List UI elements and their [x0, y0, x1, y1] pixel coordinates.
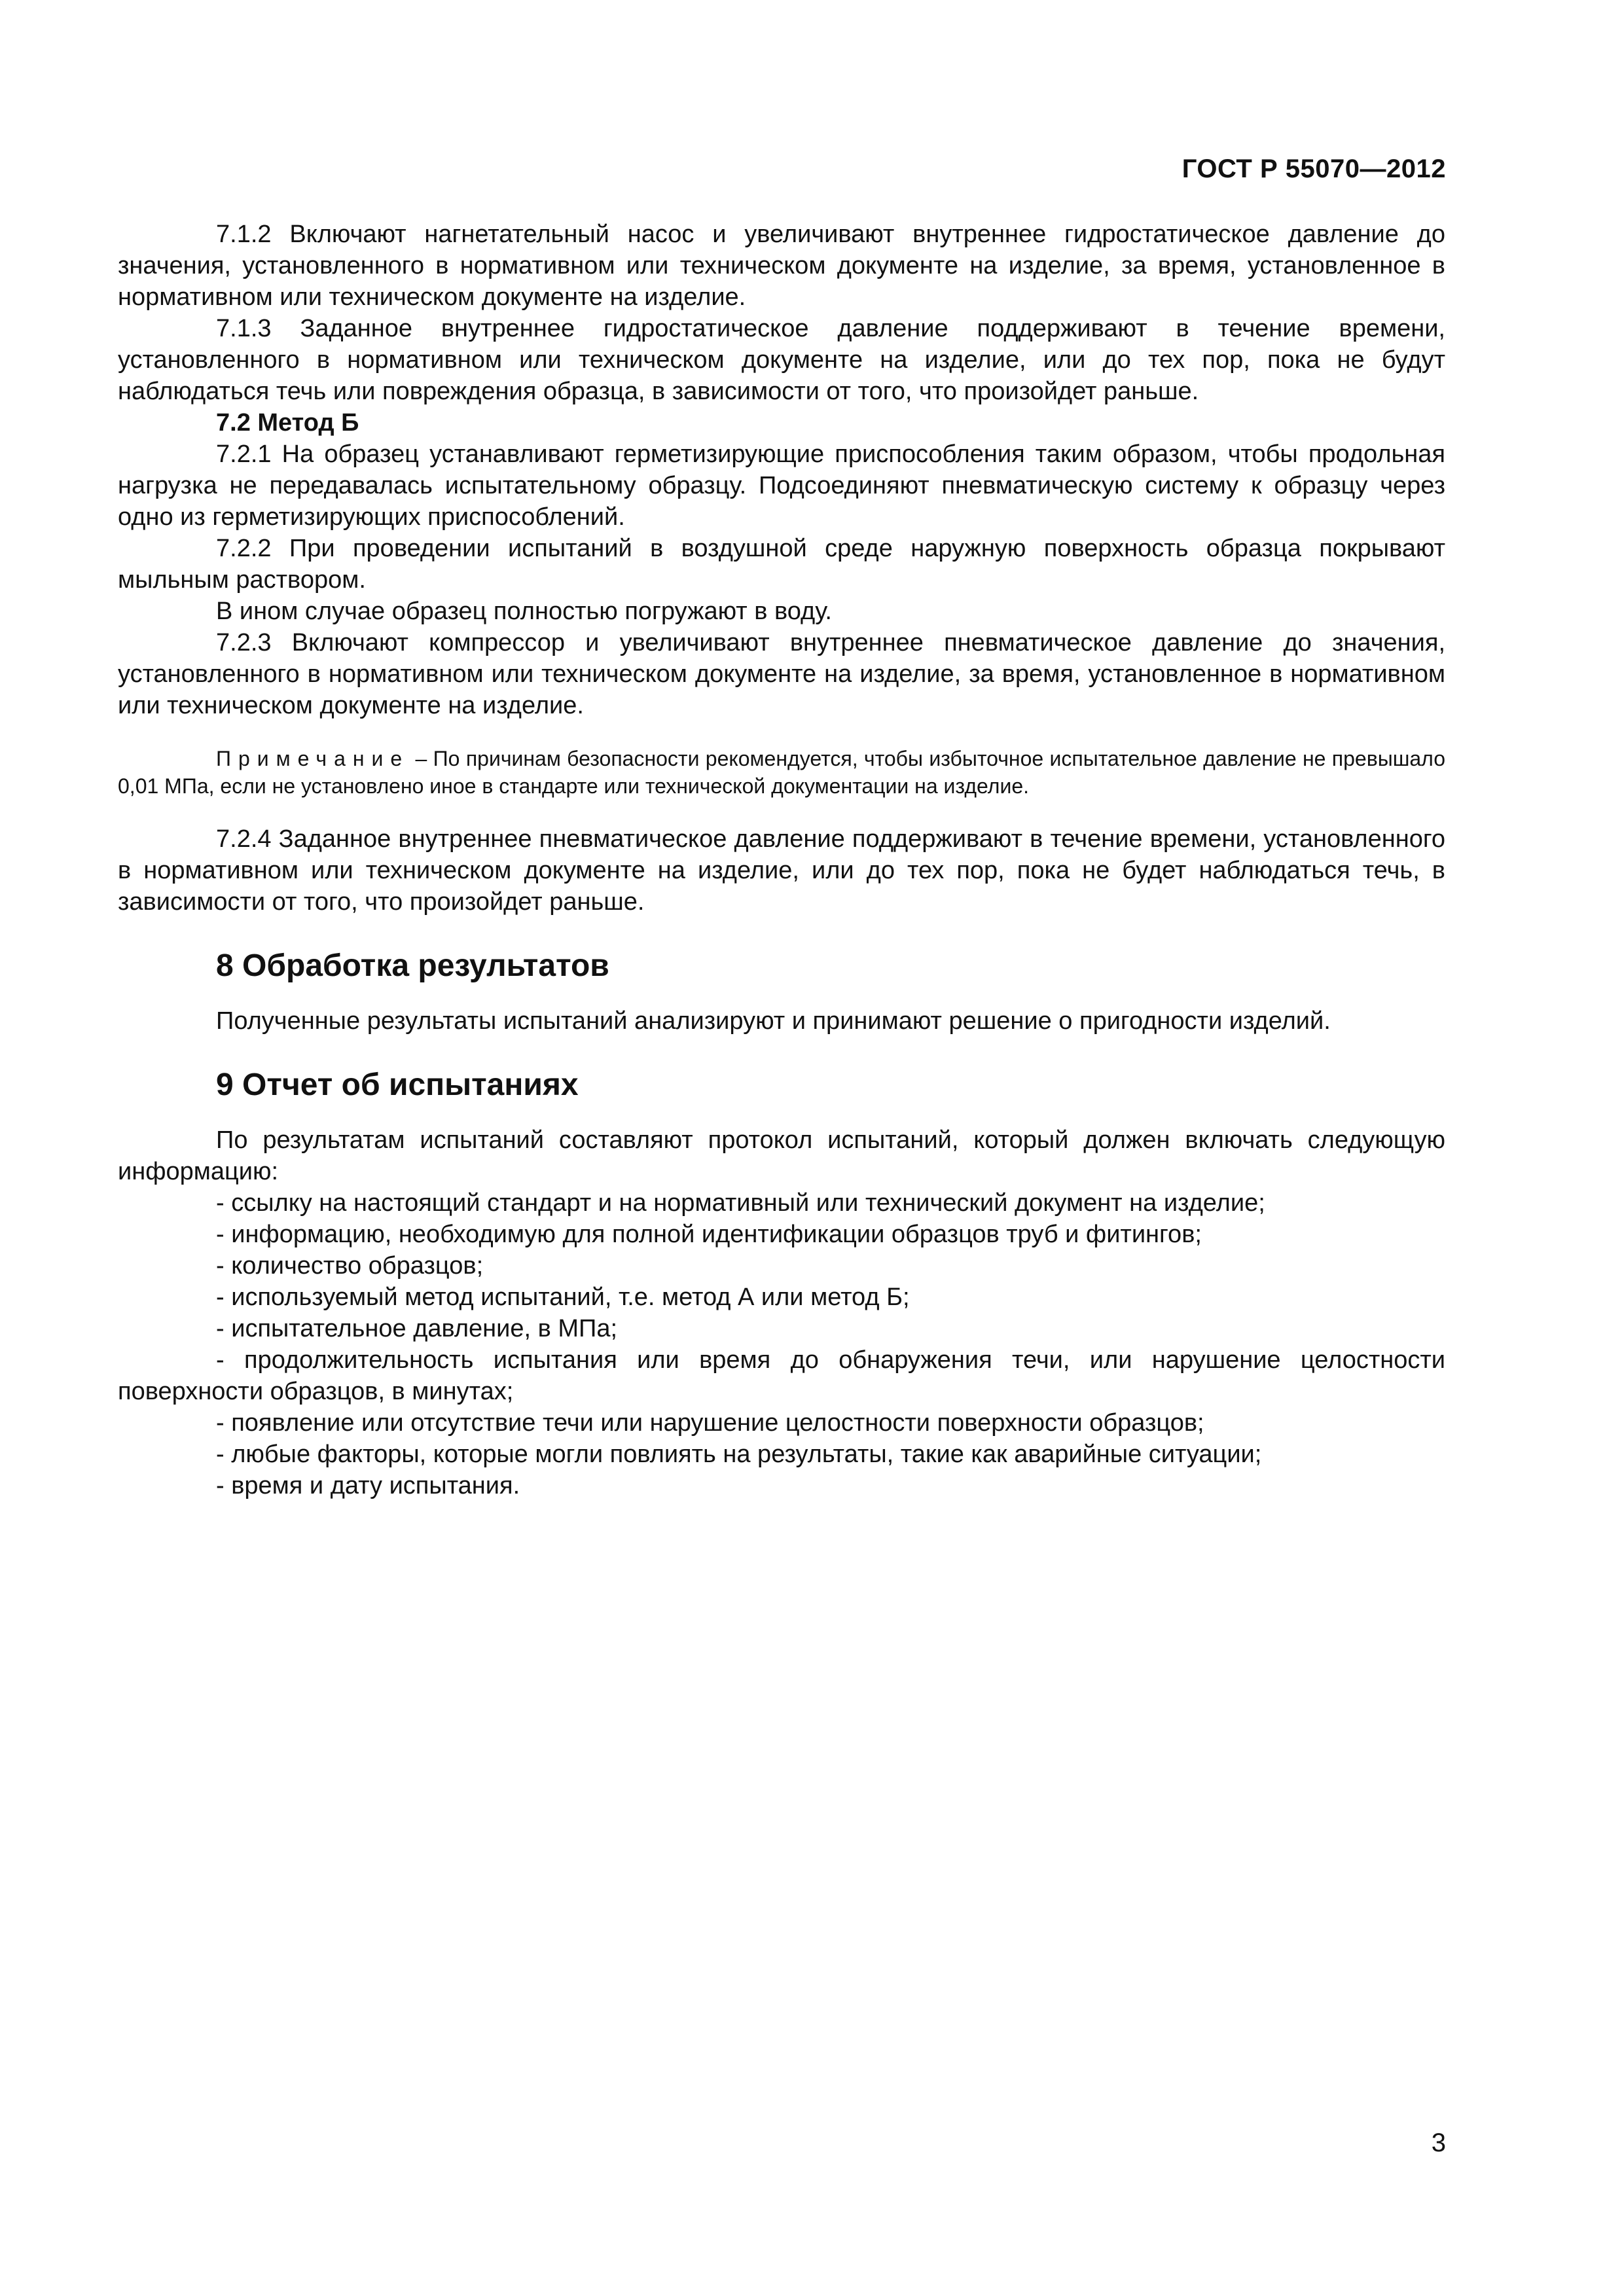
section-8-text: Полученные результаты испытаний анализируют и принимают решение о пригодности изделий.	[216, 1007, 1331, 1035]
note-paragraph	[118, 745, 1445, 800]
paragraph-7-2-3: 7.2.3 Включают компрессор и увеличивают внутреннее пневматическое давление до значения, установленного в нормативном или техническом документе на изделие, за время, установленное в нормативном или техническом документе на изделие.	[118, 629, 1445, 719]
paragraph-7-1-3: 7.1.3 Заданное внутреннее гидростатическое давление поддерживают в течение времени, установленного в нормативном или техническом документе на изделие, или до тех пор, пока не будут наблюдаться течь или повреждения образца, в зависимости от того, что произойдет раньше.	[118, 315, 1445, 405]
subsection-heading-7-2: 7.2 Метод Б	[216, 409, 359, 437]
page-number: 3	[1431, 2128, 1446, 2157]
section-heading-8: 8 Обработка результатов	[216, 948, 609, 983]
document-header: ГОСТ Р 55070—2012	[1182, 154, 1446, 183]
list-item: - продолжительность испытания или время до обнаружения течи, или нарушение целостности поверхности образцов, в минутах;	[118, 1346, 1445, 1405]
document-body	[118, 219, 1445, 1501]
list-item: - информацию, необходимую для полной идентификации образцов труб и фитингов;	[216, 1221, 1202, 1248]
paragraph-7-2-1: 7.2.1 На образец устанавливают герметизирующие приспособления таким образом, чтобы продольная нагрузка не передавалась испытательному образцу. Подсоединяют пневматическую систему к образцу через одно из герметизирующих приспособлений.	[118, 440, 1445, 531]
list-item: - ссылку на настоящий стандарт и на нормативный или технический документ на изделие;	[216, 1189, 1265, 1217]
paragraph-7-2-4: 7.2.4 Заданное внутреннее пневматическое давление поддерживают в течение времени, установленного в нормативном или техническом документе на изделие, или до тех пор, пока не будет наблюдаться течь, в зависимости от того, что произойдет раньше.	[118, 825, 1445, 916]
list-item: - появление или отсутствие течи или нарушение целостности поверхности образцов;	[216, 1409, 1204, 1437]
list-item: - испытательное давление, в МПа;	[216, 1315, 618, 1342]
section-heading-9: 9 Отчет об испытаниях	[216, 1067, 579, 1102]
paragraph-7-2-2-continued: В ином случае образец полностью погружают в воду.	[216, 598, 832, 625]
note-text: – По причинам безопасности рекомендуется, чтобы избыточное испытательное давление не превышало 0,01 МПа, если не установлено иное в стандарте или технической документации на изделие.	[118, 747, 1445, 798]
paragraph-7-1-2: 7.1.2 Включают нагнетательный насос и увеличивают внутреннее гидростатическое давление до значения, установленного в нормативном или техническом документе на изделие, за время, установленное в нормативном или техническом документе на изделие.	[118, 221, 1445, 311]
note-label: Примечание	[216, 747, 410, 770]
paragraph-7-2-2: 7.2.2 При проведении испытаний в воздушной среде наружную поверхность образца покрывают мыльным раствором.	[118, 535, 1445, 594]
list-item: - количество образцов;	[216, 1252, 484, 1280]
list-item: - любые факторы, которые могли повлиять на результаты, такие как аварийные ситуации;	[216, 1441, 1262, 1468]
list-item: - используемый метод испытаний, т.е. метод А или метод Б;	[216, 1283, 910, 1311]
section-9-intro: По результатам испытаний составляют протокол испытаний, который должен включать следующую информацию:	[118, 1126, 1445, 1185]
list-item: - время и дату испытания.	[216, 1472, 520, 1499]
